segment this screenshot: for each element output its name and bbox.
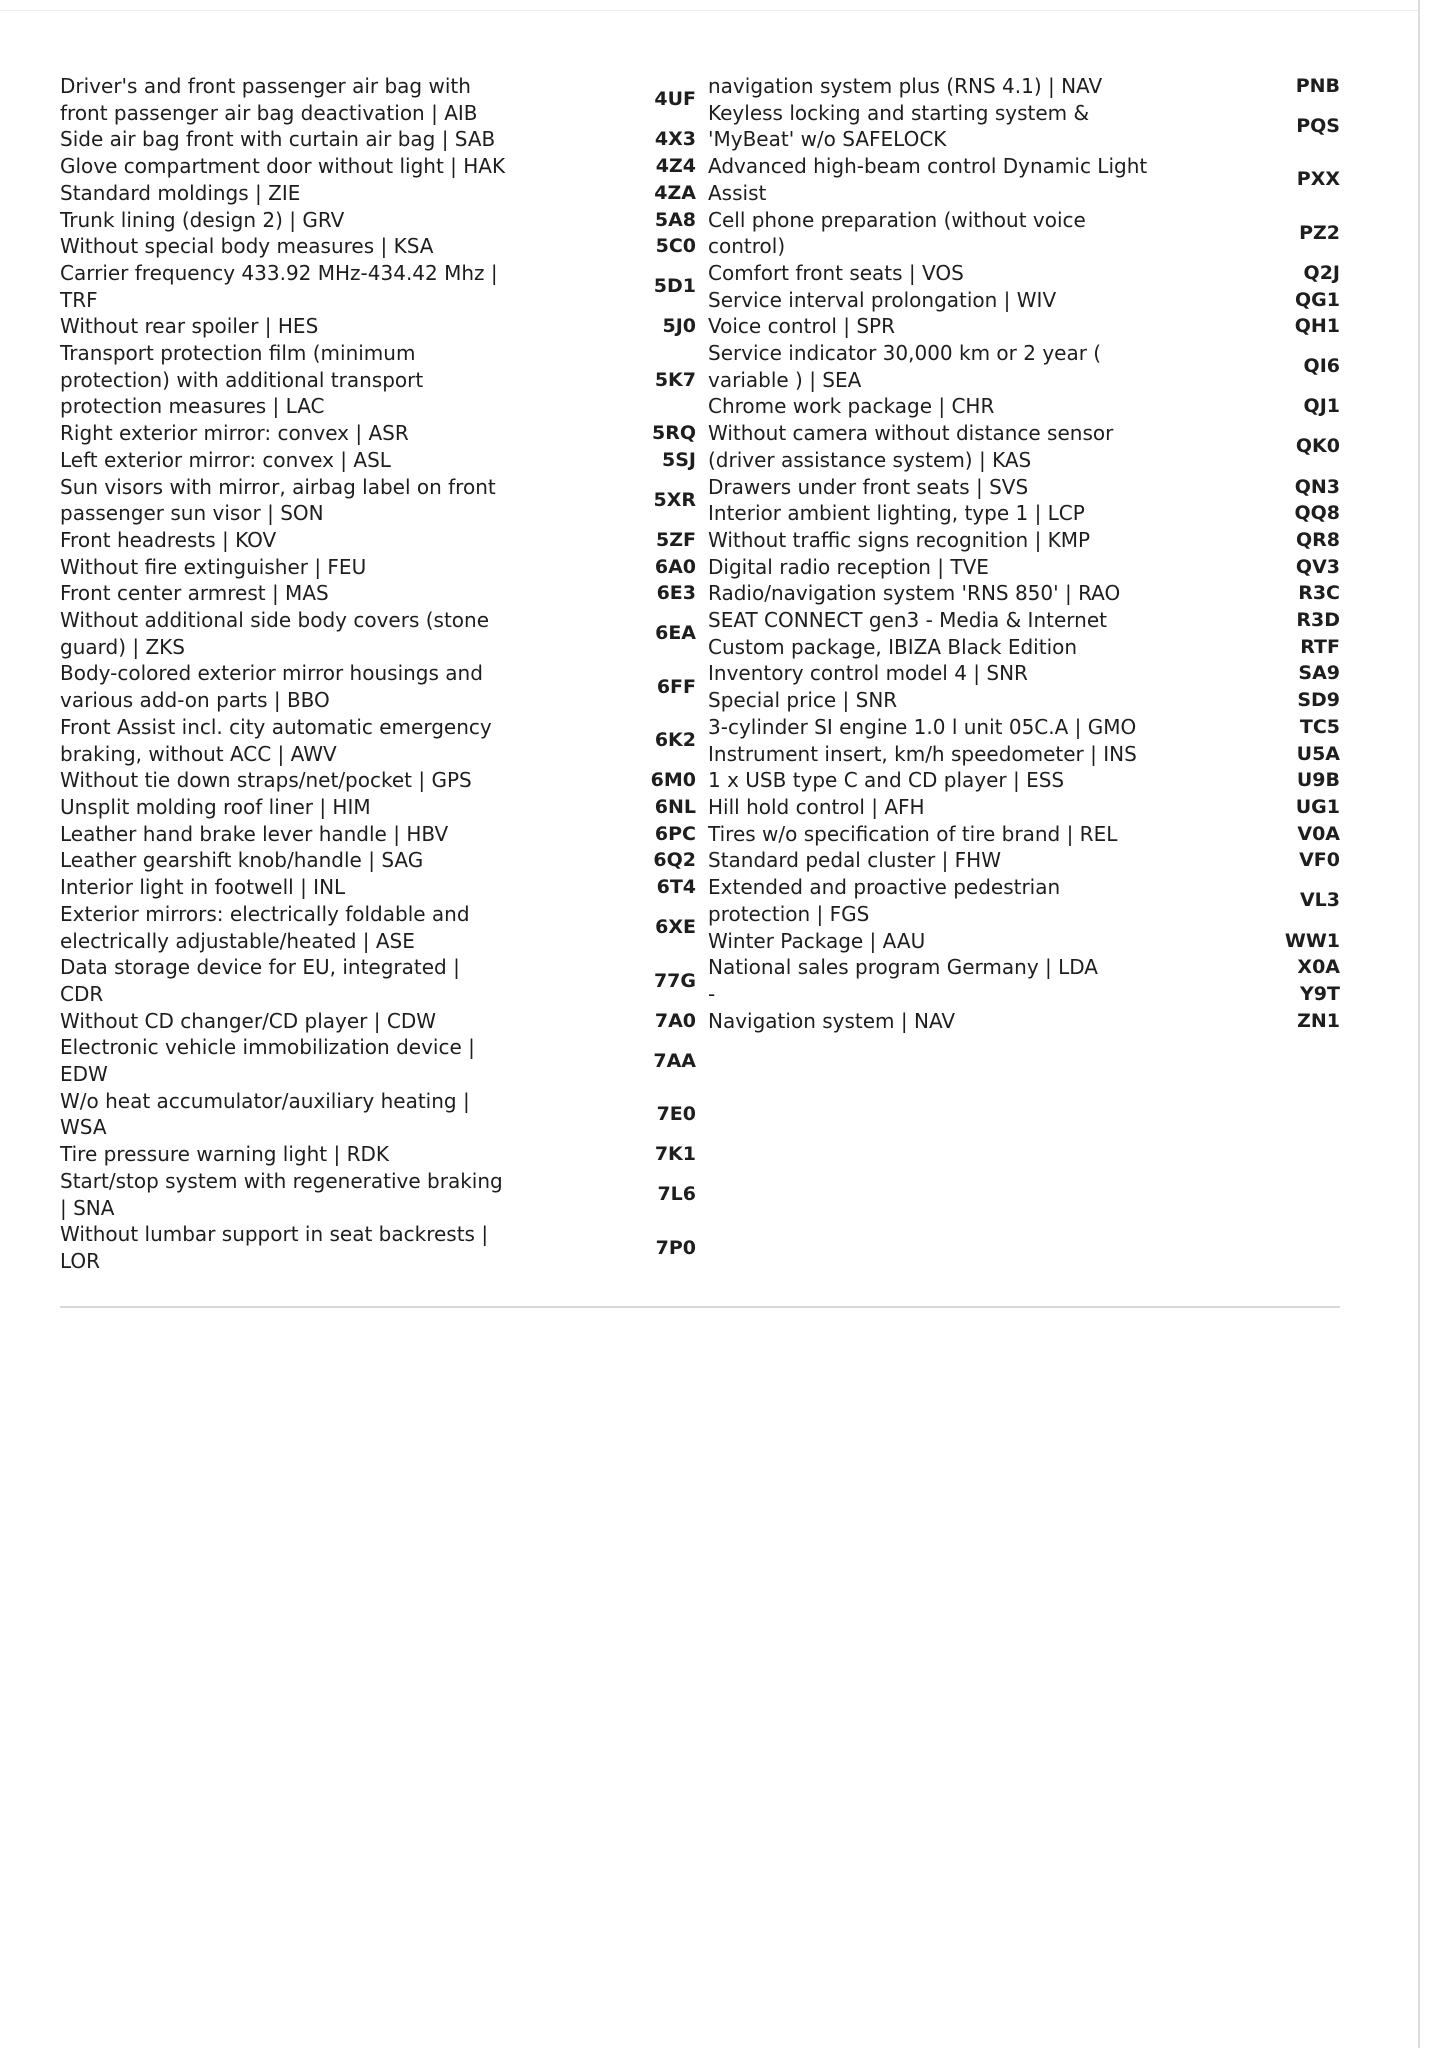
option-row [60,447,700,474]
option-row [708,153,1348,206]
option-description: SEAT CONNECT gen3 - Media & Internet [708,608,1107,633]
option-code: 5D1 [653,275,696,298]
option-code: QH1 [1294,315,1340,338]
option-code: ZN1 [1297,1009,1340,1032]
option-code: QG1 [1295,288,1340,311]
option-code: Y9T [1300,982,1340,1005]
option-code: 77G [653,969,696,992]
option-code: 4ZA [654,181,696,204]
option-description: Without rear spoiler | HES [60,314,319,339]
option-code: QK0 [1295,435,1340,458]
option-row [708,313,1348,340]
option-row [60,527,700,554]
option-description: - [708,981,716,1006]
option-description: Without traffic signs recognition | KMP [708,527,1091,552]
bottom-divider [60,1306,1340,1308]
option-row [708,981,1348,1008]
option-row [60,126,700,153]
option-row [708,554,1348,581]
option-description: Tire pressure warning light | RDK [60,1142,389,1167]
option-description: 1 x USB type C and CD player | ESS [708,768,1065,793]
option-row [60,73,700,126]
option-description: Trunk lining (design 2) | GRV [60,207,345,232]
option-row [60,954,700,1007]
option-row [60,207,700,234]
option-row [60,313,700,340]
option-code: QJ1 [1303,395,1340,418]
option-description: Instrument insert, km/h speedometer | INS [708,741,1137,766]
option-code: 6K2 [654,729,696,752]
option-description: Front headrests | KOV [60,527,277,552]
option-row [708,847,1348,874]
option-description: Extended and proactive pedestrian protection | FGS [708,875,1061,926]
option-row [60,474,700,527]
option-row [708,1008,1348,1035]
option-description: Without fire extinguisher | FEU [60,554,367,579]
option-code: WW1 [1284,929,1340,952]
option-row [708,660,1348,687]
option-description: Voice control | SPR [708,314,896,339]
option-code: V0A [1297,822,1340,845]
right-option-column [708,73,1348,1034]
option-row [708,767,1348,794]
option-code: SD9 [1297,689,1340,712]
option-code: 5K7 [654,368,696,391]
option-code: 5A8 [654,208,696,231]
top-scan-line [0,10,1418,11]
option-code: 7P0 [655,1236,696,1259]
option-row [708,527,1348,554]
option-description: Drawers under front seats | SVS [708,474,1029,499]
option-row [60,233,700,260]
option-code: R3C [1298,582,1340,605]
option-code: TC5 [1299,715,1340,738]
option-row [708,260,1348,287]
option-row [60,1141,700,1168]
option-description: Leather gearshift knob/handle | SAG [60,848,424,873]
option-row [60,660,700,713]
option-code: 5ZF [656,528,696,551]
option-code: U9B [1296,769,1340,792]
option-description: Digital radio reception | TVE [708,554,989,579]
option-description: navigation system plus (RNS 4.1) | NAV [708,74,1103,98]
option-description: Custom package, IBIZA Black Edition [708,634,1078,659]
option-description: Tires w/o specification of tire brand | REL [708,821,1118,846]
option-code: 6Q2 [653,849,696,872]
option-row [60,1168,700,1221]
option-row [708,714,1348,741]
option-row [60,607,700,660]
option-row [60,554,700,581]
option-row [708,100,1348,153]
option-row [60,1008,700,1035]
option-description: Without lumbar support in seat backrests | LOR [60,1222,489,1273]
option-row [708,207,1348,260]
option-code: Q2J [1303,261,1340,284]
option-description: Sun visors with mirror, airbag label on front passenger sun visor | SON [60,474,496,526]
option-row [60,1088,700,1141]
option-code: 6T4 [656,876,696,899]
option-code: QQ8 [1294,502,1340,525]
option-description: Standard pedal cluster | FHW [708,848,1001,873]
option-description: Without CD changer/CD player | CDW [60,1008,436,1033]
option-description: Special price | SNR [708,688,898,713]
option-code: 7AA [653,1049,696,1072]
option-description: Without additional side body covers (stone guard) | ZKS [60,608,490,659]
option-code: 6M0 [650,769,696,792]
option-description: Interior light in footwell | INL [60,875,346,900]
option-row [60,874,700,901]
option-code: 4UF [654,88,696,111]
option-row [708,954,1348,981]
option-description: Electronic vehicle immobilization device | EDW [60,1035,475,1087]
option-description: Keyless locking and starting system & 'MyBeat' w/o SAFELOCK [708,100,1090,152]
option-code: U5A [1296,742,1340,765]
option-row [708,741,1348,768]
option-description: Service interval prolongation | WIV [708,287,1057,312]
option-code: 5SJ [662,448,696,471]
option-row [60,260,700,313]
option-description: Unsplit molding roof liner | HIM [60,794,371,819]
option-code: PNB [1295,75,1340,97]
option-row [60,901,700,954]
page-edge [1418,0,1420,2048]
option-code: RTF [1300,635,1340,658]
option-description: 3-cylinder SI engine 1.0 l unit 05C.A | GMO [708,714,1137,739]
option-row [708,928,1348,955]
option-code: 4X3 [654,128,696,151]
left-option-column [60,73,700,1275]
option-description: Left exterior mirror: convex | ASL [60,447,391,472]
option-code: 7E0 [656,1103,696,1126]
option-row [708,73,1348,100]
option-description: Leather hand brake lever handle | HBV [60,821,449,846]
option-row [60,794,700,821]
option-description: Driver's and front passenger air bag with front passenger air bag deactivation | AIB [60,74,478,125]
option-row [708,287,1348,314]
option-row [708,393,1348,420]
option-row [60,767,700,794]
option-code: 4Z4 [655,155,696,178]
option-code: 7L6 [657,1183,696,1206]
option-description: Advanced high-beam control Dynamic Light Assist [708,154,1148,205]
option-code: 5RQ [651,422,696,445]
option-code: 6XE [655,916,696,939]
option-description: Inventory control model 4 | SNR [708,661,1028,686]
option-row [708,821,1348,848]
option-code: 6PC [654,822,696,845]
option-row [60,180,700,207]
option-row [708,420,1348,473]
option-description: Without tie down straps/net/pocket | GPS [60,768,472,793]
option-code: 5J0 [662,315,696,338]
option-description: Glove compartment door without light | HAK [60,154,506,179]
option-description: Winter Package | AAU [708,928,926,953]
option-code: 7A0 [654,1009,696,1032]
option-code: X0A [1297,956,1340,979]
option-code: PZ2 [1299,221,1340,244]
option-row [708,340,1348,393]
option-code: QI6 [1303,355,1340,378]
option-description: Without camera without distance sensor (driver assistance system) | KAS [708,421,1114,472]
option-code: 6E3 [656,582,696,605]
option-code: 6EA [655,622,696,645]
option-row [708,687,1348,714]
option-code: 6A0 [654,555,696,578]
option-row [60,340,700,420]
option-description: Start/stop system with regenerative braking | SNA [60,1168,503,1220]
option-code: PXX [1296,168,1340,191]
option-code: PQS [1296,115,1340,138]
option-description: Radio/navigation system 'RNS 850' | RAO [708,581,1121,606]
option-description: Cell phone preparation (without voice control) [708,207,1086,259]
option-description: Hill hold control | AFH [708,794,925,819]
option-row [60,821,700,848]
option-row [708,580,1348,607]
option-description: Navigation system | NAV [708,1008,956,1033]
option-code: QR8 [1295,528,1340,551]
option-description: Carrier frequency 433.92 MHz-434.42 Mhz | TRF [60,260,498,312]
option-row [60,847,700,874]
option-row [708,634,1348,661]
option-code: 5XR [653,488,696,511]
option-code: VL3 [1299,889,1340,912]
option-row [708,607,1348,634]
option-row [60,580,700,607]
option-description: Transport protection film (minimum protection) with additional transport protection measures | LAC [60,341,424,419]
option-code: VF0 [1299,849,1340,872]
option-code: QN3 [1294,475,1340,498]
option-description: Front center armrest | MAS [60,581,329,606]
option-description: Exterior mirrors: electrically foldable and electrically adjustable/heated | ASE [60,901,470,953]
option-code: 7K1 [654,1143,696,1166]
option-description: W/o heat accumulator/auxiliary heating | WSA [60,1088,470,1140]
option-row [60,420,700,447]
option-description: Comfort front seats | VOS [708,260,964,285]
option-description: National sales program Germany | LDA [708,955,1098,980]
option-row [60,1221,700,1274]
option-row [60,714,700,767]
option-description: Front Assist incl. city automatic emergency braking, without ACC | AWV [60,714,492,766]
option-row [708,794,1348,821]
option-row [708,474,1348,501]
option-description: Side air bag front with curtain air bag | SAB [60,127,496,152]
option-code: 6NL [654,795,696,818]
option-description: Service indicator 30,000 km or 2 year ( variable ) | SEA [708,341,1102,392]
option-row [708,874,1348,927]
option-description: Body-colored exterior mirror housings and various add-on parts | BBO [60,661,483,713]
option-code: UG1 [1295,795,1340,818]
option-code: 6FF [656,675,696,698]
option-row [60,1034,700,1087]
option-code: QV3 [1295,555,1340,578]
option-code: R3D [1296,609,1340,632]
option-description: Right exterior mirror: convex | ASR [60,421,409,446]
option-code: 5C0 [655,235,696,258]
option-description: Data storage device for EU, integrated | CDR [60,955,460,1006]
option-description: Without special body measures | KSA [60,234,434,259]
option-row [60,153,700,180]
option-row [708,500,1348,527]
option-description: Standard moldings | ZIE [60,180,301,205]
option-code: SA9 [1298,662,1340,685]
option-description: Interior ambient lighting, type 1 | LCP [708,501,1085,526]
option-description: Chrome work package | CHR [708,394,995,419]
